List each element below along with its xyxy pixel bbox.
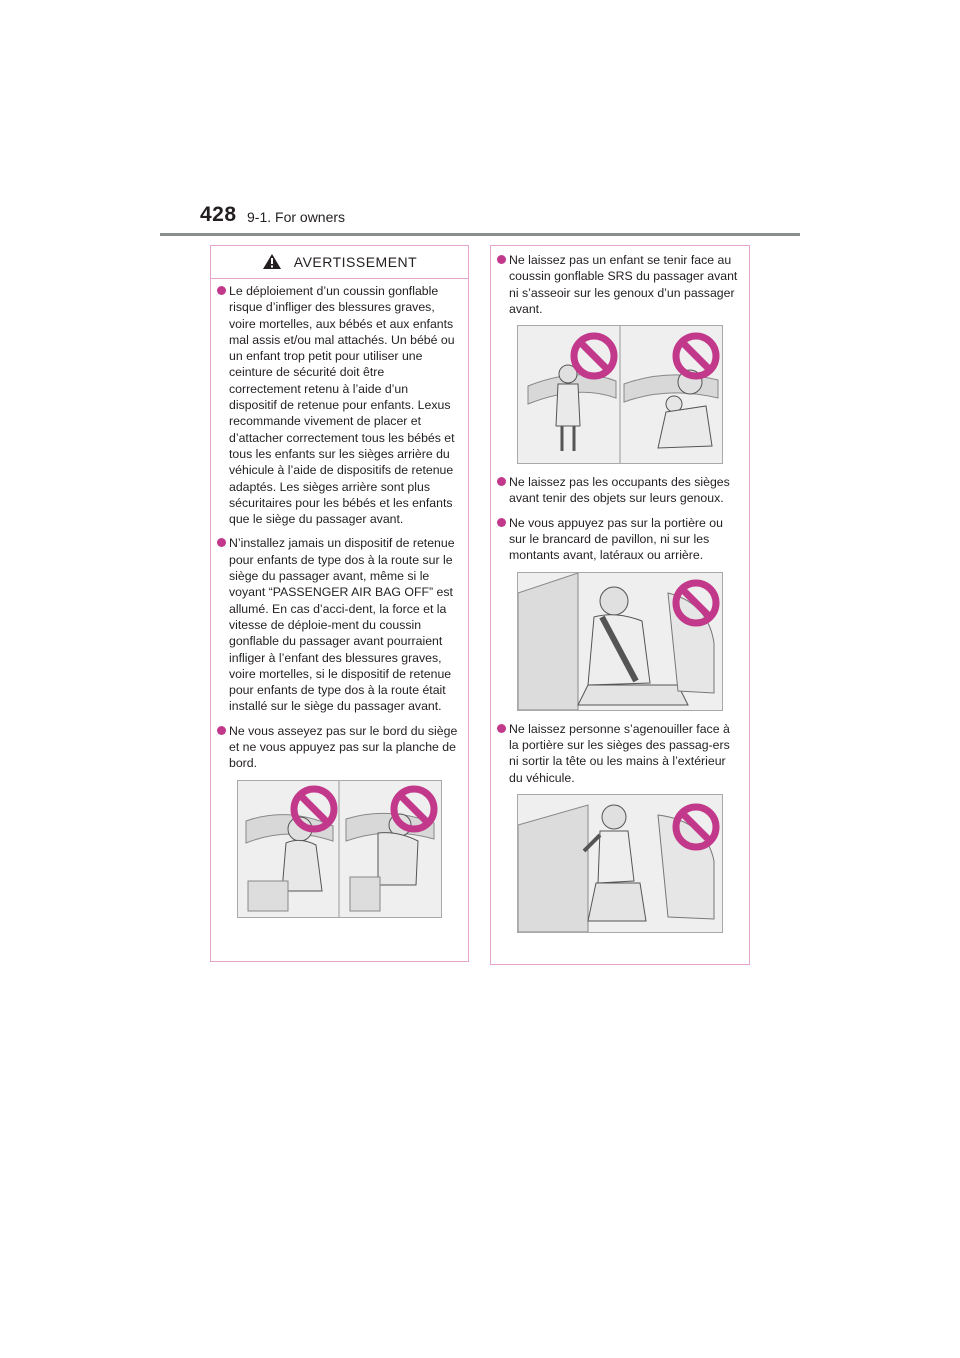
bullet-icon bbox=[497, 724, 506, 733]
bullet-icon bbox=[497, 518, 506, 527]
illustration-dashboard-lean bbox=[237, 780, 442, 918]
warning-box-left bbox=[210, 245, 469, 962]
list-item: Le déploiement d’un coussin gonflable risque d’infliger des blessures graves, voire mortelles, aux bébés et aux enfants mal assis et/ou mal attachés. Un bébé ou un enfant trop petit pour utiliser une ceinture de sécurité doit être correctement retenu à l’aide d’un dispositif de retenue pour enfants. Lexus recommande vivement de placer et d’attacher correctement tous les bébés et tous les enfants sur les sièges arrière du véhicule à l’aide de dispositifs de retenue adaptés. Les sièges arrière sont plus sécuritaires pour les bébés et les enfants que le siège du passager avant. bbox=[217, 283, 458, 527]
illustration-leaning-door bbox=[517, 572, 723, 711]
list-item: Ne vous asseyez pas sur le bord du siège et ne vous appuyez pas sur la planche de bord. bbox=[217, 723, 458, 772]
bullet-icon bbox=[217, 726, 226, 735]
list-item: Ne vous appuyez pas sur la portière ou sur le brancard de pavillon, ni sur les montants avant, latéraux ou arrière. bbox=[497, 515, 739, 564]
list-item: N’installez jamais un dispositif de retenue pour enfants de type dos à la route sur le siège du passager avant, même si le voyant “PASSENGER AIR BAG OFF” est allumé. En cas d’acci-dent, la force et la vitesse de déploie-ment du coussin gonflable du passager avant pourraient infliger à l’enfant des blessures graves, voire mortelles, si le dispositif de retenue pour enfants de type dos à la route était installé sur le siège du passager avant. bbox=[217, 535, 458, 714]
prohibition-icon bbox=[574, 336, 614, 376]
bullet-icon bbox=[217, 538, 226, 547]
warning-box-right bbox=[490, 245, 750, 965]
prohibition-icon bbox=[676, 336, 716, 376]
warning-header bbox=[211, 246, 468, 279]
list-item: Ne laissez personne s’agenouiller face à la portière sur les sièges des passag-ers ni sortir la tête ou les mains à l’extérieur du véhicule. bbox=[497, 721, 739, 786]
bullet-icon bbox=[497, 255, 506, 264]
warning-triangle-icon bbox=[262, 253, 282, 270]
bullet-icon bbox=[217, 286, 226, 295]
bullet-icon bbox=[497, 477, 506, 486]
header-rule bbox=[160, 233, 800, 236]
warning-title: AVERTISSEMENT bbox=[293, 254, 418, 270]
section-title: 9-1. For owners bbox=[247, 209, 346, 225]
list-item: Ne laissez pas un enfant se tenir face au coussin gonflable SRS du passager avant ni s’asseoir sur les genoux d’un passager avant. bbox=[497, 252, 739, 317]
illustration-kneeling-door bbox=[517, 794, 723, 933]
list-item: Ne laissez pas les occupants des sièges avant tenir des objets sur leurs genoux. bbox=[497, 474, 739, 507]
illustration-child-front bbox=[517, 325, 723, 464]
page-number: 428 bbox=[200, 203, 237, 226]
